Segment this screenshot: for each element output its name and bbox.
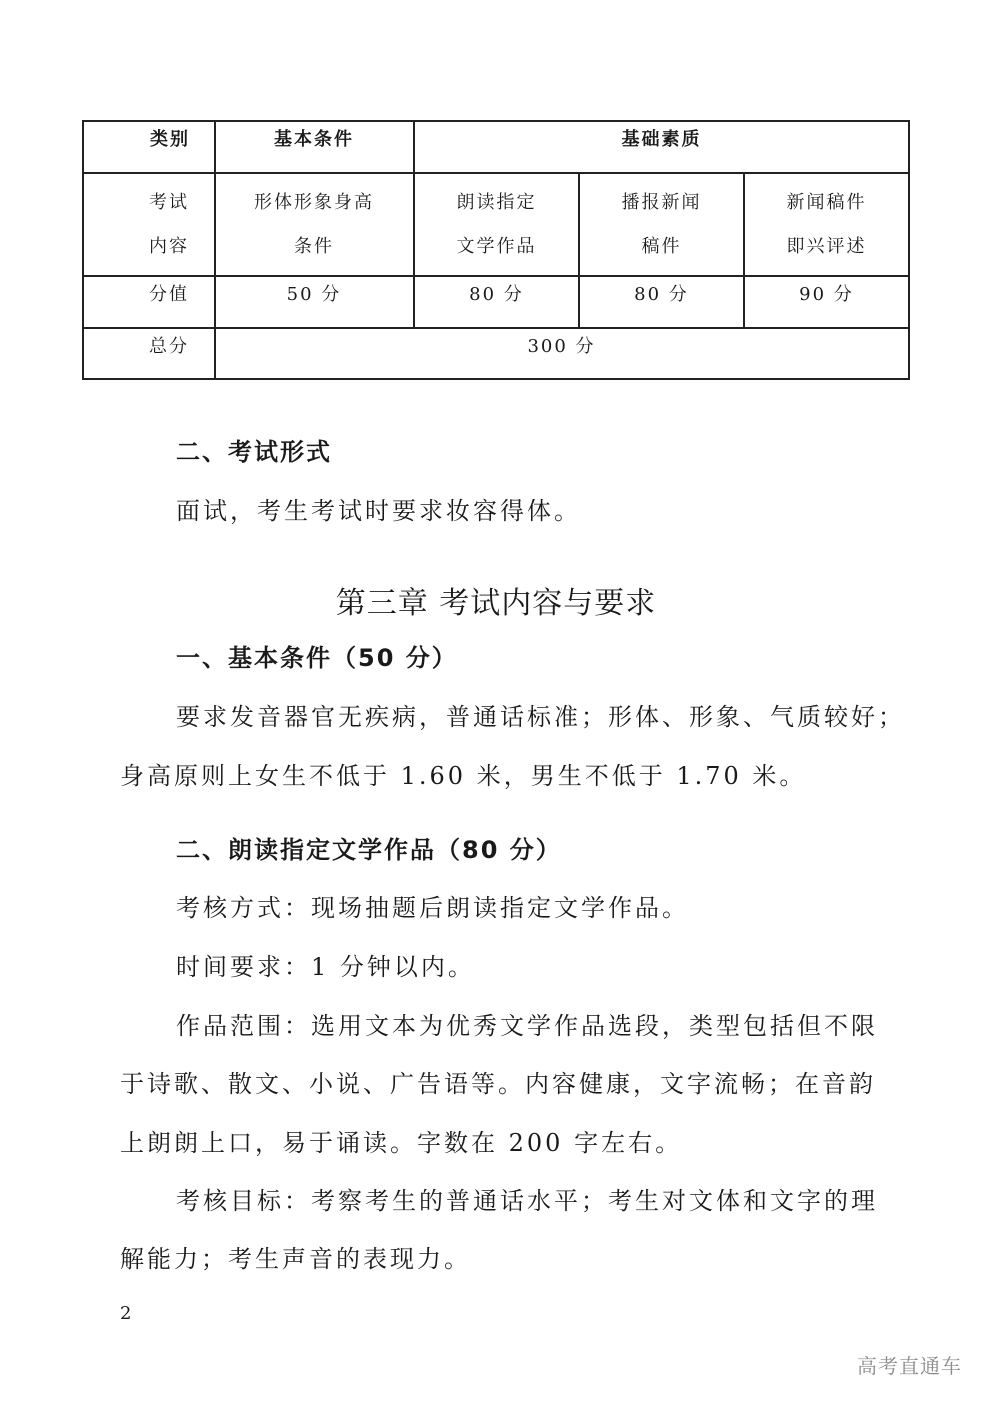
content-line: 形体形象身高 (254, 191, 374, 213)
content-cell (745, 174, 908, 275)
content-line: 即兴评述 (786, 235, 867, 257)
section-form-heading: 二、考试形式 (176, 438, 332, 466)
content-cell (415, 174, 578, 275)
content-line: 新闻稿件 (786, 191, 867, 213)
reading-time: 时间要求：1 分钟以内。 (176, 953, 475, 981)
header-basic: 基本条件 (274, 129, 354, 150)
score-value: 90 分 (799, 284, 854, 305)
label-total: 总分 (149, 336, 189, 357)
score-value: 80 分 (634, 284, 689, 305)
watermark: 高考直通车 (857, 1354, 962, 1378)
label-content-line1: 考试 (149, 191, 189, 213)
section-basic-line2: 身高原则上女生不低于 1.60 米，男生不低于 1.70 米。 (120, 762, 807, 790)
content-line: 朗读指定 (456, 191, 537, 213)
header-category: 类别 (150, 129, 190, 150)
content-line: 播报新闻 (621, 191, 702, 213)
score-table (82, 120, 910, 380)
label-score: 分值 (149, 284, 189, 305)
chapter-title: 第三章 考试内容与要求 (335, 586, 657, 621)
reading-scope-line2: 于诗歌、散文、小说、广告语等。内容健康，文字流畅；在音韵 (120, 1070, 876, 1098)
content-cell (215, 174, 413, 275)
section-reading-heading: 二、朗读指定文学作品（80 分） (176, 836, 562, 864)
content-line: 文学作品 (456, 235, 537, 257)
section-basic-heading: 一、基本条件（50 分） (176, 644, 458, 672)
header-foundation: 基础素质 (621, 129, 702, 150)
content-line: 稿件 (641, 235, 682, 257)
label-content-line2: 内容 (149, 235, 189, 257)
reading-goal-line2: 解能力；考生声音的表现力。 (120, 1245, 471, 1273)
reading-scope-line3: 上朗朗上口，易于诵读。字数在 200 字左右。 (120, 1129, 683, 1157)
content-cell (580, 174, 743, 275)
section-basic-line1: 要求发音器官无疾病，普通话标准；形体、形象、气质较好； (176, 703, 905, 731)
reading-method: 考核方式：现场抽题后朗读指定文学作品。 (176, 894, 689, 922)
page-number: 2 (120, 1303, 132, 1324)
content-line: 条件 (294, 235, 334, 257)
reading-goal-line1: 考核目标：考察考生的普通话水平；考生对文体和文字的理 (176, 1187, 878, 1215)
label-content (124, 174, 214, 275)
section-form-text: 面试，考生考试时要求妆容得体。 (176, 497, 581, 525)
total-value: 300 分 (527, 336, 596, 357)
reading-scope-line1: 作品范围：选用文本为优秀文学作品选段，类型包括但不限 (176, 1012, 878, 1040)
score-value: 50 分 (286, 284, 342, 305)
score-value: 80 分 (469, 284, 524, 305)
